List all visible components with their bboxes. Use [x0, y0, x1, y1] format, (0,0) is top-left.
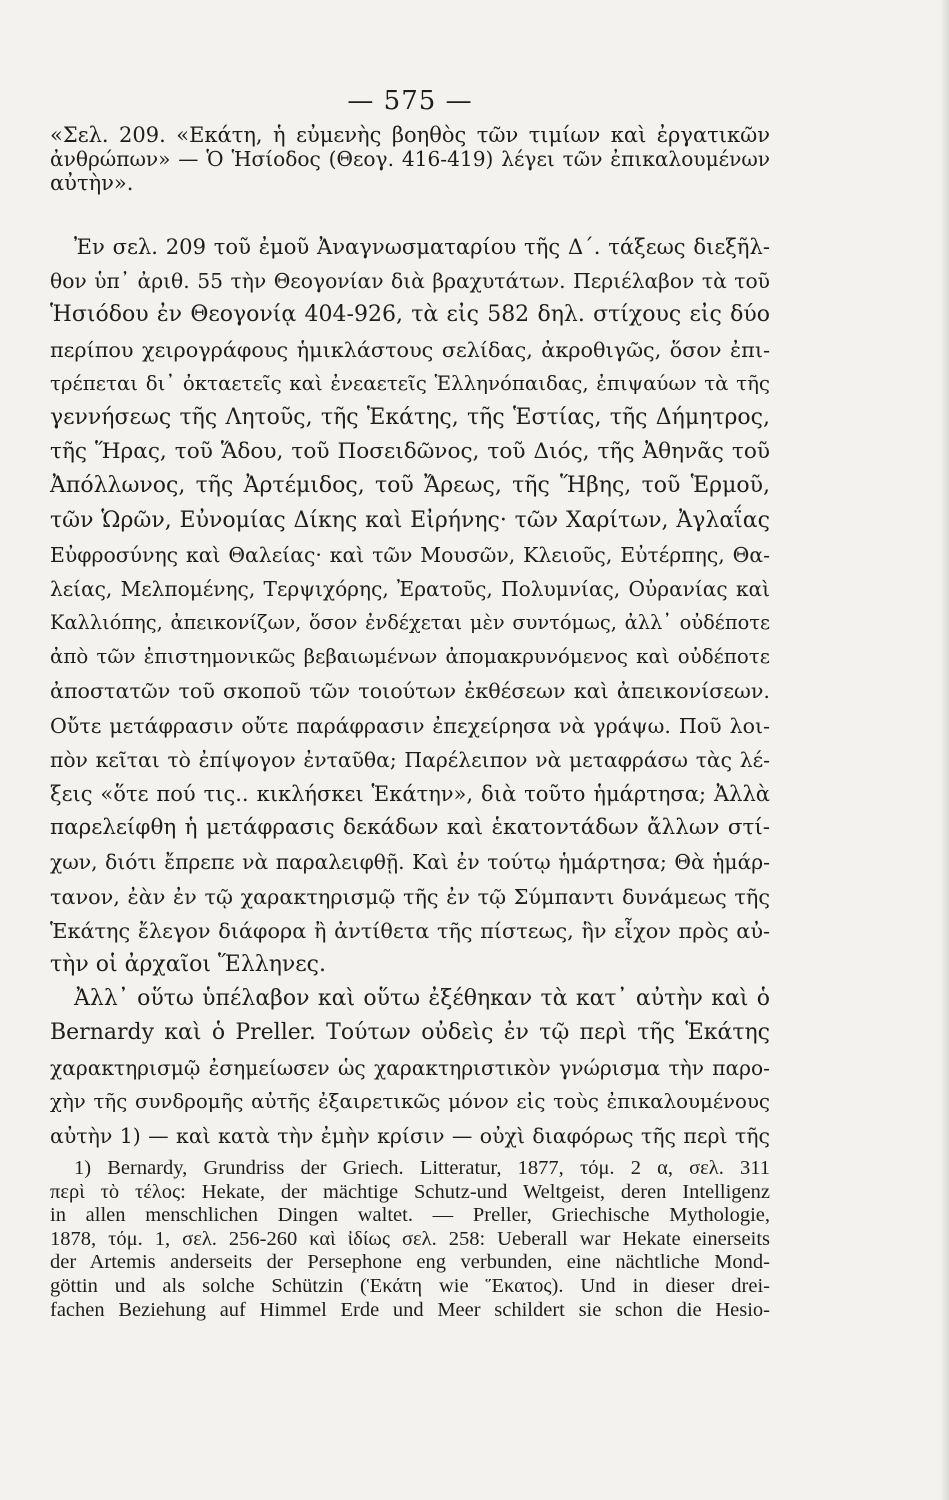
text-line: χαρακτηρισμῷ ἐσημείωσεν ὡς χαρακτηριστικὸν γνώρισμα τὴν παρο-: [50, 1055, 770, 1080]
text-line: ξεις «ὅτε πού τις.. κικλήσκει Ἑκάτην», διὰ τοῦτο ἡμάρτησα; Ἀλλὰ: [50, 781, 770, 806]
text-line: αὐτὴν 1) — καὶ κατὰ τὴν ἐμὴν κρίσιν — οὐχὶ διαφόρως τῆς περὶ τῆς: [50, 1123, 770, 1148]
text-line: Καλλιόπης, ἀπεικονίζων, ὅσον ἐνδέχεται μὲν συντόμως, ἀλλ᾽ οὐδέποτε: [50, 611, 770, 635]
text-line: θον ὑπ᾽ ἀριθ. 55 τὴν Θεογονίαν διὰ βραχυτάτων. Περιέλαβον τὰ τοῦ: [50, 269, 770, 294]
text-line: παρελείφθη ἡ μετάφρασις δεκάδων καὶ ἑκατοντάδων ἄλλων στί-: [50, 815, 770, 841]
footnote-line: 1) Bernardy, Grundriss der Griech. Litteratur, 1877, τόμ. 2 α, σελ. 311: [74, 1157, 770, 1179]
footnote-line: περὶ τὸ τέλος: Hekate, der mächtige Schutz-und Weltgeist, deren Intelligenz: [50, 1180, 770, 1203]
text-line: τῆς Ἥρας, τοῦ Ἅδου, τοῦ Ποσειδῶνος, τοῦ Διός, τῆς Ἀθηνᾶς τοῦ: [50, 439, 770, 465]
text-line: χων, διότι ἔπρεπε νὰ παραλειφθῇ. Καὶ ἐν τούτῳ ἡμάρτησα; Θὰ ἡμάρ-: [50, 850, 770, 875]
intro-line: «Σελ. 209. «Εκάτη, ἡ εὐμενὴς βοηθὸς τῶν τιμίων καὶ ἐργατικῶν: [50, 123, 770, 147]
text-line: Εὐφροσύνης καὶ Θαλείας· καὶ τῶν Μουσῶν, Κλειοῦς, Εὐτέρπης, Θα-: [50, 542, 770, 567]
footnote-line: 1878, τόμ. 1, σελ. 256-260 καὶ ἰδίως σελ. 258: Ueberall war Hekate einerseits: [50, 1227, 770, 1250]
footnote-line: fachen Beziehung auf Himmel Erde und Meer schildert sie schon die Hesio-: [50, 1298, 770, 1321]
text-line: περίπου χειρογράφους ἡμικλάστους σελίδας, ἀκροθιγῶς, ὅσον ἐπι-: [50, 337, 770, 362]
text-line: τανον, ἐὰν ἐν τῷ χαρακτηρισμῷ τῆς ἐν τῷ Σύμπαντι δυνάμεως τῆς: [50, 884, 770, 909]
text-line: Ἀπόλλωνος, τῆς Ἀρτέμιδος, τοῦ Ἄρεως, τῆς Ἥβης, τοῦ Ἑρμοῦ,: [50, 473, 770, 499]
footnote-line: in allen menschlichen Dingen waltet. — Preller, Griechische Mythologie,: [50, 1204, 770, 1227]
text-line: Οὔτε μετάφρασιν οὔτε παράφρασιν ἐπεχείρησα νὰ γράψω. Ποῦ λοι-: [50, 713, 770, 738]
intro-line: ἀνθρώπων» — Ὁ Ἡσίοδος (Θεογ. 416-419) λέγει τῶν ἐπικαλουμένων: [50, 147, 770, 171]
footnote-line: der Artemis anderseits der Persephone eng verbunden, eine nächtliche Mond-: [50, 1251, 770, 1274]
intro-quote: [50, 123, 770, 195]
text-line: ἀποστατῶν τοῦ σκοποῦ τῶν τοιούτων ἐκθέσεων καὶ ἀπεικονίσεων.: [50, 679, 770, 704]
footnote-line: göttin und als solche Schützin (Ἑκάτη wie Ἕκατος). Und in dieser drei-: [50, 1274, 770, 1297]
text-line: Ἑκάτης ἔλεγον διάφορα ἢ ἀντίθετα τῆς πίστεως, ἣν εἶχον πρὸς αὐ-: [50, 918, 770, 943]
intro-line: αὐτὴν».: [50, 171, 134, 195]
text-line: πὸν κεῖται τὸ ἐπίψογον ἐνταῦθα; Παρέλειπον νὰ μεταφράσω τὰς λέ-: [50, 747, 770, 772]
page-number: — 575 —: [347, 86, 473, 116]
text-line: ἀπὸ τῶν ἐπιστημονικῶς βεβαιωμένων ἀπομακρυνόμενος καὶ οὐδέποτε: [50, 645, 770, 669]
text-line: Ἡσιόδου ἐν Θεογονίᾳ 404-926, τὰ εἰς 582 δηλ. στίχους εἰς δύο: [50, 302, 770, 328]
text-line: Ἀλλ᾽ οὕτω ὑπέλαβον καὶ οὕτω ἐξέθηκαν τὰ κατ᾽ αὐτὴν καὶ ὁ: [74, 986, 770, 1012]
footnotes: [50, 1157, 770, 1322]
text-line: τῶν Ὡρῶν, Εὐνομίας Δίκης καὶ Εἰρήνης· τῶν Χαρίτων, Ἀγλαΐας: [50, 507, 770, 533]
page-edge-shadow: [941, 0, 949, 1500]
text-line: γεννήσεως τῆς Λητοῦς, τῆς Ἑκάτης, τῆς Ἑστίας, τῆς Δήμητρος,: [50, 404, 770, 430]
main-text: [50, 230, 770, 1153]
text-line: τὴν οἱ ἀρχαῖοι Ἕλληνες.: [50, 951, 326, 977]
text-line: χὴν τῆς συνδρομῆς αὐτῆς ἐξαιρετικῶς μόνον εἰς τοὺς ἐπικαλουμένους: [50, 1089, 770, 1113]
text-line: Bernardy καὶ ὁ Preller. Τούτων οὐδεὶς ἐν τῷ περὶ τῆς Ἑκάτης: [50, 1020, 770, 1046]
text-line: λείας, Μελπομένης, Τερψιχόρης, Ἐρατοῦς, Πολυμνίας, Οὐρανίας καὶ: [50, 576, 770, 601]
text-line: τρέπεται δι᾽ ὀκταετεῖς καὶ ἐνεαετεῖς Ἑλληνόπαιδας, ἐπιψαύων τὰ τῆς: [50, 371, 770, 395]
text-line: Ἐν σελ. 209 τοῦ ἐμοῦ Ἀναγνωσματαρίου τῆς Δ΄. τάξεως διεξῆλ-: [74, 234, 770, 259]
